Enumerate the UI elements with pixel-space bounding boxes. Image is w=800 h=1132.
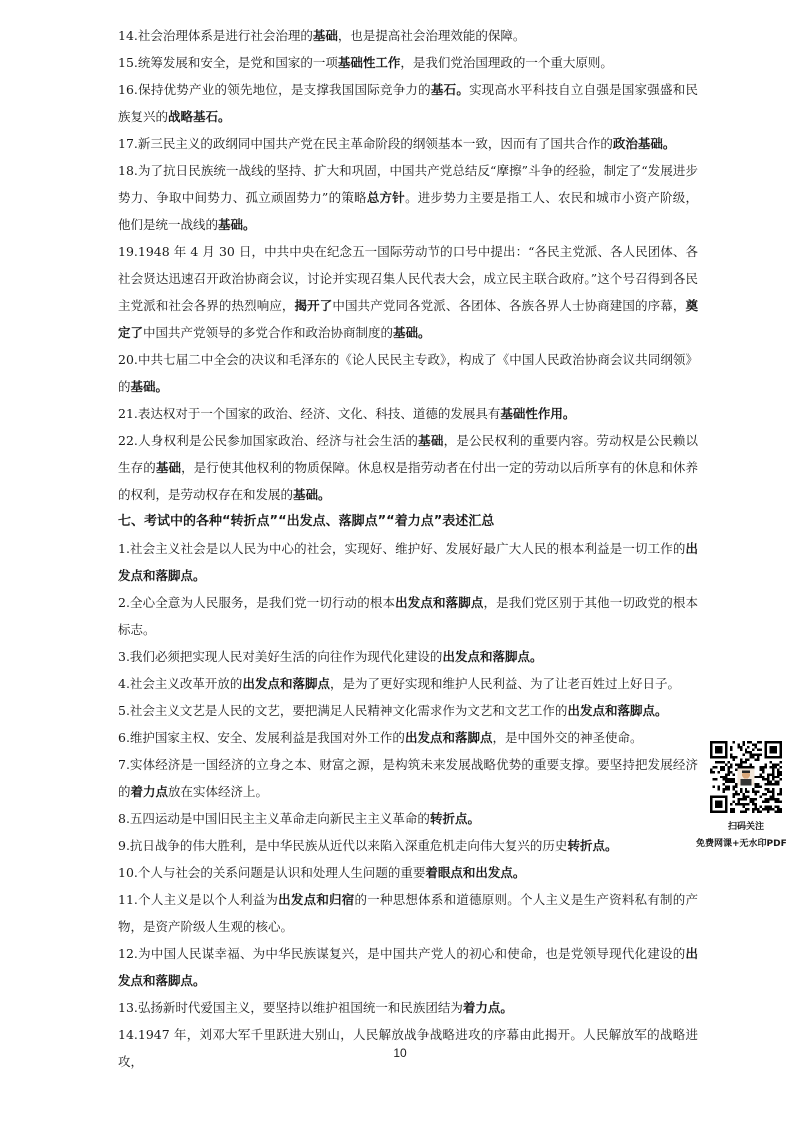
- qr-caption-scan: 扫码关注: [727, 822, 764, 832]
- paragraph-p7: [118, 751, 698, 805]
- paragraph-p17a: [118, 130, 698, 157]
- paragraph-text: ，是中国外交的神圣使命。: [492, 730, 643, 745]
- paragraph-text: 14.社会治理体系是进行社会治理的: [118, 28, 313, 43]
- paragraph-text: 4.社会主义改革开放的: [118, 676, 243, 691]
- emphasis-text: 基础: [312, 28, 338, 43]
- emphasis-text: 基础。: [218, 217, 256, 232]
- paragraph-p15a: [118, 49, 698, 76]
- document-body: [118, 22, 698, 1075]
- paragraph-p6: [118, 724, 698, 751]
- paragraph-text: 19.1948 年 4 月 30 日，中共中央在纪念五一国际劳动节的口号中提出：“各民主党派、各人民团体、各社会贤达迅速召开政治协商会议，讨论并实现召集人民代表大会，成立民主联合政府。”这个号召得到各民主党派和社会各界的热烈响应，: [118, 244, 698, 313]
- emphasis-text: 转折点。: [567, 838, 618, 853]
- emphasis-text: 出发点和落脚点。: [118, 541, 698, 583]
- emphasis-text: 政治基础。: [612, 136, 676, 151]
- paragraph-p10: [118, 859, 698, 886]
- paragraph-text: ，是公民权利的重要内容。劳动权是公民赖以生存的: [118, 433, 698, 475]
- paragraph-text: 中国共产党领导的多党合作和政治协商制度的: [143, 325, 394, 340]
- qr-code-icon[interactable]: [710, 741, 782, 813]
- paragraph-p13: [118, 994, 698, 1021]
- emphasis-text: 基石。: [430, 82, 470, 97]
- paragraph-text: 七、考试中的各种“转折点”“出发点、落脚点”“着力点”表述汇总: [118, 514, 495, 529]
- paragraph-text: 9.抗日战争的伟大胜利，是中华民族从近代以来陷入深重危机走向伟大复兴的历史: [118, 838, 568, 853]
- paragraph-p4: [118, 670, 698, 697]
- paragraph-text: 17.新三民主义的政纲同中国共产党在民主革命阶段的纲领基本一致，因而有了国共合作的: [118, 136, 613, 151]
- paragraph-text: 放在实体经济上。: [168, 784, 269, 799]
- emphasis-text: 着眼点和出发点。: [425, 865, 526, 880]
- paragraph-text: 13.弘扬新时代爱国主义，要坚持以维护祖国统一和民族团结为: [118, 1000, 463, 1015]
- paragraph-text: 18.为了抗日民族统一战线的坚持、扩大和巩固，中国共产党总结反“摩擦”斗争的经验，制定了“发展进步势力、争取中间势力、孤立顽固势力”的策略: [118, 163, 698, 205]
- emphasis-text: 出发点和落脚点: [242, 676, 330, 691]
- page-number: 10: [393, 1046, 407, 1060]
- emphasis-text: 战略基石。: [168, 109, 231, 124]
- paragraph-p5: [118, 697, 698, 724]
- paragraph-text: ，是为了更好实现和维护人民利益、为了让老百姓过上好日子。: [329, 676, 680, 691]
- paragraph-p16a: [118, 76, 698, 130]
- emphasis-text: 总方针: [366, 190, 406, 205]
- emphasis-text: 基础性工作: [337, 55, 401, 70]
- paragraph-text: 21.表达权对于一个国家的政治、经济、文化、科技、道德的发展具有: [118, 406, 501, 421]
- paragraph-text: 2.全心全意为人民服务，是我们党一切行动的根本: [118, 595, 396, 610]
- paragraph-p20a: [118, 346, 698, 400]
- emphasis-text: 基础。: [293, 487, 331, 502]
- paragraph-text: 7.实体经济是一国经济的立身之本、财富之源，是构筑未来发展战略优势的重要支撑。要坚持把发展经济的: [118, 757, 698, 799]
- paragraph-text: 的一种思想体系和道德原则。个人主义是生产资料私有制的产物，是资产阶级人生观的核心。: [118, 892, 698, 934]
- emphasis-text: 转折点。: [429, 811, 480, 826]
- paragraph-text: 20.中共七届二中全会的决议和毛泽东的《论人民民主专政》，构成了《中国人民政治协商会议共同纲领》的: [118, 352, 698, 394]
- emphasis-text: 出发点和归宿: [278, 892, 355, 907]
- emphasis-text: 基础。: [393, 325, 431, 340]
- emphasis-text: 基础: [418, 433, 444, 448]
- paragraph-p19a: [118, 238, 698, 346]
- paragraph-p11: [118, 886, 698, 940]
- paragraph-text: ，是我们党区别于其他一切政党的根本标志。: [118, 595, 698, 637]
- paragraph-text: 8.五四运动是中国旧民主主义革命走向新民主主义革命的: [118, 811, 430, 826]
- paragraph-text: 。进步势力主要是指工人、农民和城市小资产阶级，他们是统一战线的: [118, 190, 698, 232]
- paragraph-text: ，是我们党治国理政的一个重大原则。: [400, 55, 613, 70]
- paragraph-text: 14.1947 年，刘邓大军千里跃进大别山，人民解放战争战略进攻的序幕由此揭开。人民解放军的战略进攻，: [118, 1027, 698, 1069]
- emphasis-text: 出发点和落脚点。: [442, 649, 543, 664]
- emphasis-text: 着力点: [130, 784, 169, 799]
- emphasis-text: 揭开了: [294, 298, 333, 313]
- paragraph-p2: [118, 589, 698, 643]
- paragraph-p9: [118, 832, 698, 859]
- paragraph-p1: [118, 535, 698, 589]
- emphasis-text: 出发点和落脚点。: [118, 946, 698, 988]
- paragraph-p3: [118, 643, 698, 670]
- paragraph-text: ，也是提高社会治理效能的保障。: [337, 28, 526, 43]
- paragraph-text: 6.维护国家主权、安全、发展利益是我国对外工作的: [118, 730, 405, 745]
- paragraph-text: 12.为中国人民谋幸福、为中华民族谋复兴，是中国共产党人的初心和使命，也是党领导现代化建设的: [118, 946, 686, 961]
- section-heading: [118, 508, 698, 535]
- paragraph-text: 22.人身权利是公民参加国家政治、经济与社会生活的: [118, 433, 419, 448]
- paragraph-text: 中国共产党同各党派、各团体、各族各界人士协商建国的序幕，: [332, 298, 686, 313]
- paragraph-text: ，是行使其他权利的物质保障。休息权是指劳动者在付出一定的劳动以后所享有的休息和休养的权利，是劳动权存在和发展的: [118, 460, 698, 502]
- paragraph-p8: [118, 805, 698, 832]
- emphasis-text: 出发点和落脚点: [404, 730, 493, 745]
- paragraph-text: 1.社会主义社会是以人民为中心的社会，实现好、维护好、发展好最广大人民的根本利益是一切工作的: [118, 541, 686, 556]
- emphasis-text: 出发点和落脚点: [395, 595, 484, 610]
- paragraph-p22a: [118, 427, 698, 508]
- emphasis-text: 着力点。: [462, 1000, 513, 1015]
- emphasis-text: 基础性作用。: [500, 406, 576, 421]
- emphasis-text: 出发点和落脚点。: [567, 703, 668, 718]
- paragraph-p14a: [118, 22, 698, 49]
- paragraph-text: 16.保持优势产业的领先地位，是支撑我国国际竞争力的: [118, 82, 431, 97]
- emphasis-text: 奠定了: [118, 298, 698, 340]
- paragraph-text: 5.社会主义文艺是人民的文艺，要把满足人民精神文化需求作为文艺和文艺工作的: [118, 703, 568, 718]
- paragraph-p12: [118, 940, 698, 994]
- paragraph-text: 10.个人与社会的关系问题是认识和处理人生问题的重要: [118, 865, 426, 880]
- paragraph-text: 3.我们必须把实现人民对美好生活的向往作为现代化建设的: [118, 649, 443, 664]
- paragraph-text: 实现高水平科技自立自强是国家强盛和民族复兴的: [118, 82, 698, 124]
- paragraph-text: 11.个人主义是以个人利益为: [118, 892, 279, 907]
- paragraph-p18a: [118, 157, 698, 238]
- qr-caption-offer: 免费网课+无水印PDF: [696, 839, 787, 849]
- emphasis-text: 基础。: [130, 379, 169, 394]
- paragraph-text: 15.统筹发展和安全，是党和国家的一项: [118, 55, 338, 70]
- emphasis-text: 基础: [155, 460, 182, 475]
- qr-code-block: [696, 741, 787, 849]
- paragraph-p21a: [118, 400, 698, 427]
